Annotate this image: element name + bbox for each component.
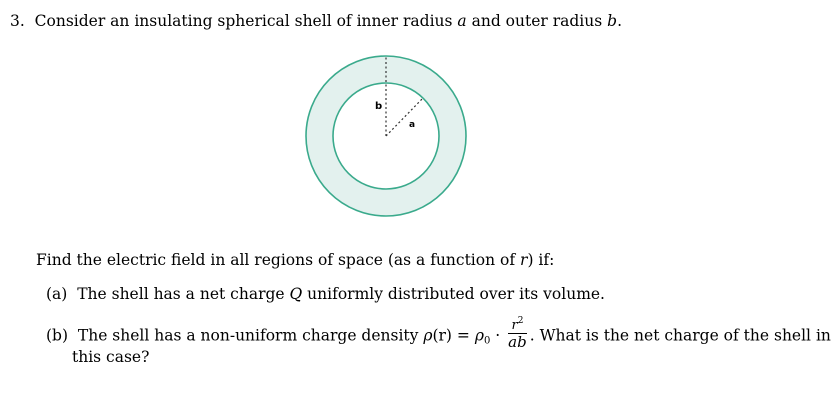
part-a-label: (a) — [46, 285, 68, 303]
period: . — [617, 12, 622, 30]
part-b — [46, 316, 831, 352]
part-a — [46, 284, 605, 304]
outer-radius-label: b — [375, 101, 383, 112]
var-r: r — [520, 251, 528, 269]
fraction-denominator: ab — [508, 333, 527, 351]
find-instruction — [36, 250, 554, 270]
rho0-subscript: 0 — [483, 335, 491, 347]
rho0-symbol: ρ — [474, 326, 484, 345]
numerator-r: r — [511, 318, 518, 333]
find-text-1: Find the electric field in all regions of space (as a function of — [36, 251, 516, 269]
problem-statement — [10, 11, 622, 31]
var-b: b — [607, 12, 618, 30]
problem-and-outer-text: and outer radius — [471, 12, 603, 30]
inner-radius-label: a — [409, 120, 416, 130]
part-a-text-2: uniformly distributed over its volume. — [307, 285, 605, 303]
problem-intro-text: Consider an insulating spherical shell of inner radius — [34, 12, 453, 30]
part-b-continuation: this case? — [72, 348, 150, 366]
spherical-shell-figure — [300, 50, 475, 225]
var-a: a — [457, 12, 467, 30]
fraction-numerator — [508, 316, 527, 334]
part-a-text-1: The shell has a net charge — [77, 285, 285, 303]
numerator-exponent: 2 — [517, 316, 524, 326]
var-Q: Q — [289, 285, 303, 303]
part-b-text-2: . What is the net charge of the shell in — [529, 326, 831, 345]
density-fraction — [508, 316, 527, 351]
rho-argument: (r) — [432, 326, 452, 345]
part-b-label: (b) — [46, 326, 69, 345]
equals-sign: = — [456, 326, 470, 345]
dot-operator: · — [495, 326, 501, 345]
find-text-2: ) if: — [527, 251, 555, 269]
problem-number: 3. — [10, 12, 25, 30]
part-b-text-1: The shell has a non-uniform charge density — [77, 326, 419, 345]
rho-symbol: ρ — [423, 326, 433, 345]
